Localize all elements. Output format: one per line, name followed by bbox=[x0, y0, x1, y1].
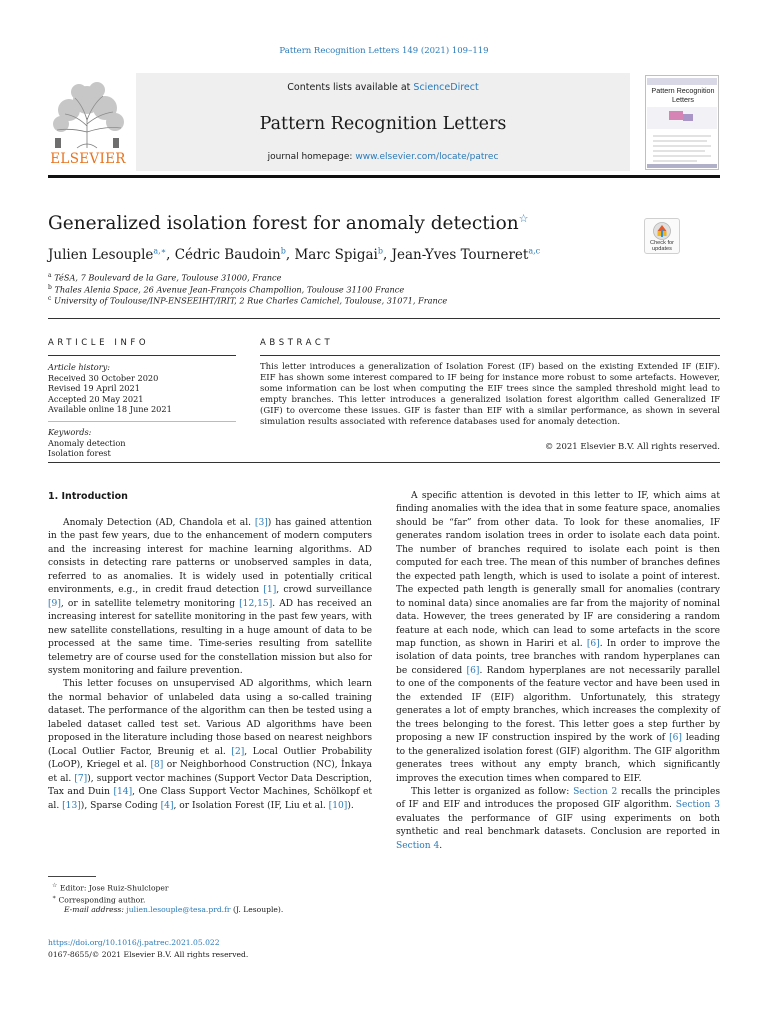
keywords-rule bbox=[48, 421, 236, 422]
elsevier-wordmark: ELSEVIER bbox=[50, 151, 126, 167]
abstract-copyright: © 2021 Elsevier B.V. All rights reserved. bbox=[544, 442, 720, 452]
reference-link[interactable]: Section 2 bbox=[573, 786, 618, 797]
article-history bbox=[48, 362, 172, 415]
journal-homepage bbox=[136, 152, 630, 162]
abstract-heading: ABSTRACT bbox=[260, 338, 334, 348]
cover-title: Pattern Recognition Letters bbox=[651, 86, 715, 104]
contents-prefix: Contents lists available at bbox=[287, 82, 414, 93]
text-run: , One Class Support Vector Machines, Schölkopf et al. bbox=[48, 787, 372, 811]
footnote-editor: ☆ Editor: Jose Ruiz-Shulcloper bbox=[52, 882, 169, 893]
history-label: Article history: bbox=[48, 362, 110, 372]
text-run: ). bbox=[347, 800, 354, 811]
journal-citation[interactable]: Pattern Recognition Letters 149 (2021) 109–119 bbox=[279, 46, 489, 56]
footnote-rule bbox=[48, 876, 96, 877]
text-run: , or Isolation Forest (IF, Liu et al. bbox=[173, 800, 329, 811]
footnote-email: E-mail address: julien.lesouple@tesa.prd.fr (J. Lesouple). bbox=[64, 905, 284, 914]
article-title bbox=[48, 212, 529, 234]
reference-link[interactable]: [2] bbox=[231, 746, 245, 757]
reference-link[interactable]: [10] bbox=[328, 800, 348, 811]
footnote-corresponding: ∗ Corresponding author. bbox=[52, 894, 146, 905]
author[interactable]: Julien Lesouple$^{a,∗}$ bbox=[48, 246, 167, 263]
email-link[interactable]: julien.lesouple@tesa.prd.fr bbox=[126, 905, 231, 914]
text-run: . Random hyperplanes are not necessarily parallel to one of the components of the feature vector and have been used in the extended IF (EIF) algorithm. Unfortunately, this strategy generates a lot of empty branches, which increases the complexity of the trees belonging to the forest. This letter goes a step further by proposing a new IF construction inspired by the work of bbox=[396, 665, 720, 744]
reference-link[interactable]: Section 3 bbox=[675, 800, 720, 811]
reference-link[interactable]: [14] bbox=[113, 787, 133, 798]
text-run: . In order to improve the isolation of data points, tree branches with random hyperplanes can be considered bbox=[396, 638, 720, 676]
section-heading-introduction: 1. Introduction bbox=[48, 491, 128, 502]
article-info-heading: ARTICLE INFO bbox=[48, 338, 150, 348]
author[interactable]: Jean-Yves Tourneret$^{a,c}$ bbox=[391, 246, 541, 263]
title-footnote-mark[interactable]: ☆ bbox=[518, 212, 529, 225]
reference-link[interactable]: [1] bbox=[263, 585, 277, 596]
reference-link[interactable]: [6] bbox=[466, 665, 480, 676]
article-title-text: Generalized isolation forest for anomaly detection bbox=[48, 213, 519, 235]
check-for-updates-badge[interactable] bbox=[644, 218, 680, 254]
abstract-text: This letter introduces a generalization of Isolation Forest (IF) based on the existing Extended IF (EIF). EIF has shown some interest compared to IF being for instance more robust to some artefacts. However, some information can be lost when computing the EIF trees since the sampled threshold might lead to empty branches. This letter introduces a generalized isolation forest algorithm called Generalized IF (GIF) to overcome these issues. GIF is faster than EIF with a similar performance, as shown in several simulation results associated with reference databases used for anomaly detection. bbox=[260, 362, 720, 427]
abstract-rule bbox=[260, 355, 720, 356]
history-accepted: Accepted 20 May 2021 bbox=[48, 393, 144, 404]
text-run: . AD has received an increasing interest for satellite monitoring in the past few years, with new satellite constellations, resulting in a huge amount of data to be processed at the same time. Time-series resulting from satellite telemetry are of course used for the constellation mission but also for system monitoring and failure prevention. bbox=[48, 598, 372, 676]
history-revised: Revised 19 April 2021 bbox=[48, 383, 140, 394]
text-run: evaluates the performance of GIF using experiments on both synthetic and real benchmark datasets. Conclusion are reported in bbox=[396, 813, 720, 838]
history-online: Available online 18 June 2021 bbox=[48, 404, 172, 415]
cover-text-lines bbox=[647, 132, 717, 168]
affiliation: $^b$ Thales Alenia Space, 26 Avenue Jean-François Champollion, Toulouse 31100 France bbox=[48, 284, 405, 295]
history-received: Received 30 October 2020 bbox=[48, 372, 159, 383]
text-run: , Local Outlier Probability (LoOP), Kriegel et al. bbox=[48, 746, 372, 771]
reference-link[interactable]: [8] bbox=[150, 760, 164, 771]
paragraph bbox=[48, 517, 372, 678]
article-info-rule bbox=[48, 355, 236, 356]
author[interactable]: Marc Spigai$^b$ bbox=[294, 246, 383, 263]
text-run: This letter is organized as follow: bbox=[411, 786, 574, 797]
journal-cover-thumbnail[interactable] bbox=[645, 75, 719, 170]
abstract-bottom-rule bbox=[48, 462, 720, 463]
doi-link[interactable]: https://doi.org/10.1016/j.patrec.2021.05.022 bbox=[48, 938, 220, 947]
text-run: ) has gained attention in the past few years, due to the enhancement of modern computers and the increasing interest for machine learning algorithms. AD consists in detecting rare patterns or unobserved samples in data, referred to as anomalies. It is widely used in potentially critical environments, e.g., in credit fraud detection bbox=[48, 518, 372, 596]
cover-top-band bbox=[647, 78, 717, 85]
reference-link[interactable]: Section 4 bbox=[396, 840, 440, 851]
text-run: A specific attention is devoted in this letter to IF, which aims at finding anomalies with the idea that in some feature space, anomalies should be “far” from other data. To look for these anomalies, IF generates random isolation trees in order to isolate each data point. The number of branches required to isolate each point is then computed for each tree. The mean of this number of branches defines the expected path length, which is used to isolate a point of interest. The expected path length is generally small for anomalies (contrary to nominal data) since anomalies are far from the majority of nominal data. However, the trees generated by IF are considering a random feature at each node, which can lead to some artefacts in the score map function, as shown in Hariri et al. bbox=[396, 491, 720, 649]
text-run: , or in satellite telemetry monitoring bbox=[60, 598, 240, 609]
check-for-updates-label: Check for updates bbox=[650, 240, 674, 252]
header-rule bbox=[48, 175, 720, 178]
text-run: or Neighborhood Construction (NC), İnkaya et al. bbox=[48, 760, 373, 784]
journal-title: Pattern Recognition Letters bbox=[259, 114, 507, 134]
text-run: recalls the principles of IF and EIF and introduces the proposed GIF algorithm. bbox=[396, 786, 720, 811]
paragraph bbox=[396, 786, 720, 853]
author[interactable]: Cédric Baudoin$^b$ bbox=[174, 246, 286, 263]
reference-link[interactable]: [6] bbox=[669, 733, 682, 744]
reference-link[interactable]: [7] bbox=[74, 773, 88, 784]
issn-line: 0167-8655/© 2021 Elsevier B.V. All rights reserved. bbox=[48, 950, 249, 959]
reference-link[interactable]: [3] bbox=[254, 518, 268, 528]
keyword: Isolation forest bbox=[48, 448, 111, 459]
reference-link[interactable]: [4] bbox=[160, 800, 174, 811]
reference-link[interactable]: [12,15] bbox=[239, 598, 273, 609]
affiliation: $^a$ TéSA, 7 Boulevard de la Gare, Toulouse 31000, France bbox=[48, 272, 282, 283]
body-column-left bbox=[48, 517, 372, 813]
keywords bbox=[48, 427, 126, 459]
info-top-rule bbox=[48, 318, 720, 319]
author-list: Julien Lesouple$^{a,∗}$, Cédric Baudoin$^b$, Marc Spigai$^b$, Jean-Yves Tourneret$^{a,c}$ bbox=[48, 246, 541, 263]
reference-link[interactable]: [6] bbox=[586, 638, 600, 649]
cover-image-band bbox=[647, 107, 717, 129]
text-run: Anomaly Detection (AD, Chandola et al. bbox=[63, 518, 255, 528]
text-run: ), Sparse Coding bbox=[80, 800, 161, 811]
paragraph bbox=[396, 490, 720, 786]
text-run: This letter focuses on unsupervised AD algorithms, which learn the normal behavior of unlabeled data using a so-called training dataset. The performance of the algorithm can then be tested using a labeled dataset called test set. Various AD algorithms have been proposed in the literature including those based on nearest neighbors (Local Outlier Factor, Breunig et al. bbox=[48, 679, 372, 757]
text-run: , crowd surveillance bbox=[276, 585, 373, 596]
text-run: . bbox=[439, 840, 443, 851]
paragraph bbox=[48, 678, 372, 813]
body-column-right bbox=[396, 490, 720, 853]
homepage-prefix: journal homepage: bbox=[267, 152, 356, 162]
keyword: Anomaly detection bbox=[48, 437, 126, 448]
sciencedirect-link[interactable]: ScienceDirect bbox=[413, 82, 479, 93]
keywords-label: Keywords: bbox=[48, 427, 92, 437]
text-run: leading to the generalized isolation forest (GIF) algorithm. The GIF algorithm generates trees without any empty branch, which significantly improves the execution times when compared to EIF. bbox=[396, 733, 720, 784]
text-run: ), support vector machines (Support Vector Data Description, Tax and Duin bbox=[48, 773, 372, 798]
reference-link[interactable]: [9] bbox=[48, 598, 61, 609]
reference-link[interactable]: [13] bbox=[62, 800, 81, 811]
homepage-link[interactable]: www.elsevier.com/locate/patrec bbox=[355, 152, 499, 162]
affiliation: $^c$ University of Toulouse/INP-ENSEEIHT/IRIT, 2 Rue Charles Camichel, Toulouse, 31071, France bbox=[48, 295, 448, 306]
contents-line bbox=[136, 82, 630, 93]
